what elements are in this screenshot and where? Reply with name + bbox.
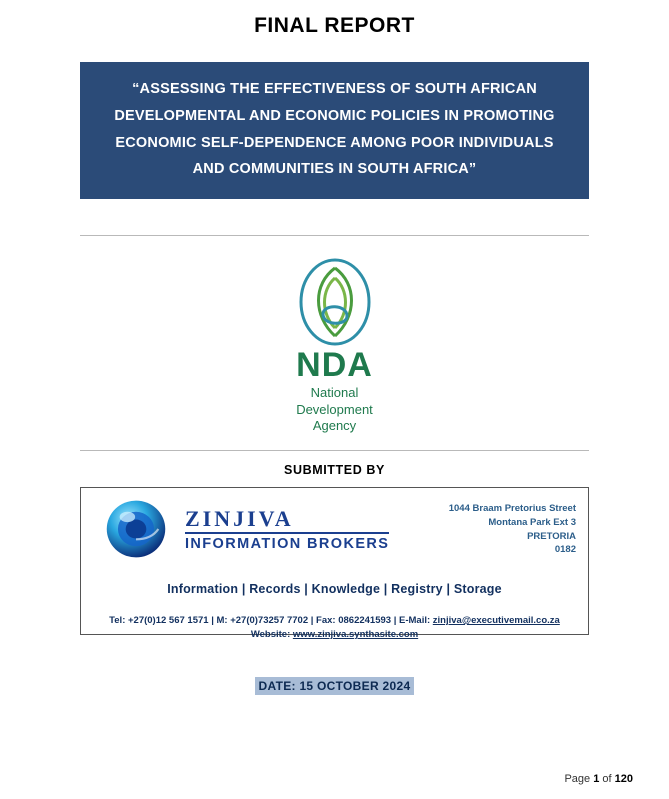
divider-top [80, 235, 589, 236]
zinjiva-sphere-logo-icon [93, 498, 179, 560]
footer-middle: of [599, 773, 615, 785]
address-line-2: Montana Park Ext 3 [488, 516, 576, 528]
vendor-website-label: Website: [250, 629, 293, 641]
vendor-phone-text: Tel: +27(0)12 567 1571 | M: +27(0)73257 7702 | Fax: 0862241593 | E-Mail: [109, 615, 433, 626]
nda-line-3: Agency [312, 417, 357, 433]
vendor-name-underline [185, 532, 389, 534]
vendor-email-link[interactable]: zinjiva@executivemail.co.za [432, 615, 560, 626]
submitted-by-label: SUBMITTED BY [284, 463, 385, 477]
report-date [36, 677, 633, 695]
divider-bottom [80, 450, 589, 451]
page-footer [564, 773, 633, 785]
nda-acronym: NDA [296, 346, 373, 385]
report-title-box: “ASSESSING THE EFFECTIVENESS OF SOUTH AFRICAN DEVELOPMENTAL AND ECONOMIC POLICIES IN PROMOTING ECONOMIC SELF-DEPENDENCE AMONG POOR INDIVIDUALS AND COMMUNITIES IN SOUTH AFRICA” [80, 62, 589, 199]
footer-prefix: Page [564, 773, 594, 785]
vendor-address [449, 498, 576, 557]
nda-logo [36, 258, 633, 434]
nda-leaf-icon [283, 258, 387, 346]
vendor-website-link[interactable]: www.zinjiva.synthasite.com [292, 629, 419, 641]
vendor-services: Information | Records | Knowledge | Registry | Storage [167, 582, 502, 596]
footer-current-page: 1 [593, 773, 600, 785]
address-line-1: 1044 Braam Pretorius Street [448, 503, 576, 514]
vendor-card [80, 487, 589, 641]
address-line-4: 0182 [554, 544, 576, 556]
report-date-text: DATE: 15 OCTOBER 2024 [255, 677, 415, 695]
vendor-name: ZINJIVA [185, 506, 294, 532]
page-title: FINAL REPORT [254, 14, 415, 37]
footer-total-pages: 120 [614, 773, 633, 785]
nda-line-2: Development [296, 401, 373, 417]
vendor-subtitle: INFORMATION BROKERS [185, 536, 390, 553]
address-line-3: PRETORIA [527, 530, 576, 542]
vendor-contact [93, 614, 576, 643]
nda-line-1: National [310, 385, 359, 401]
